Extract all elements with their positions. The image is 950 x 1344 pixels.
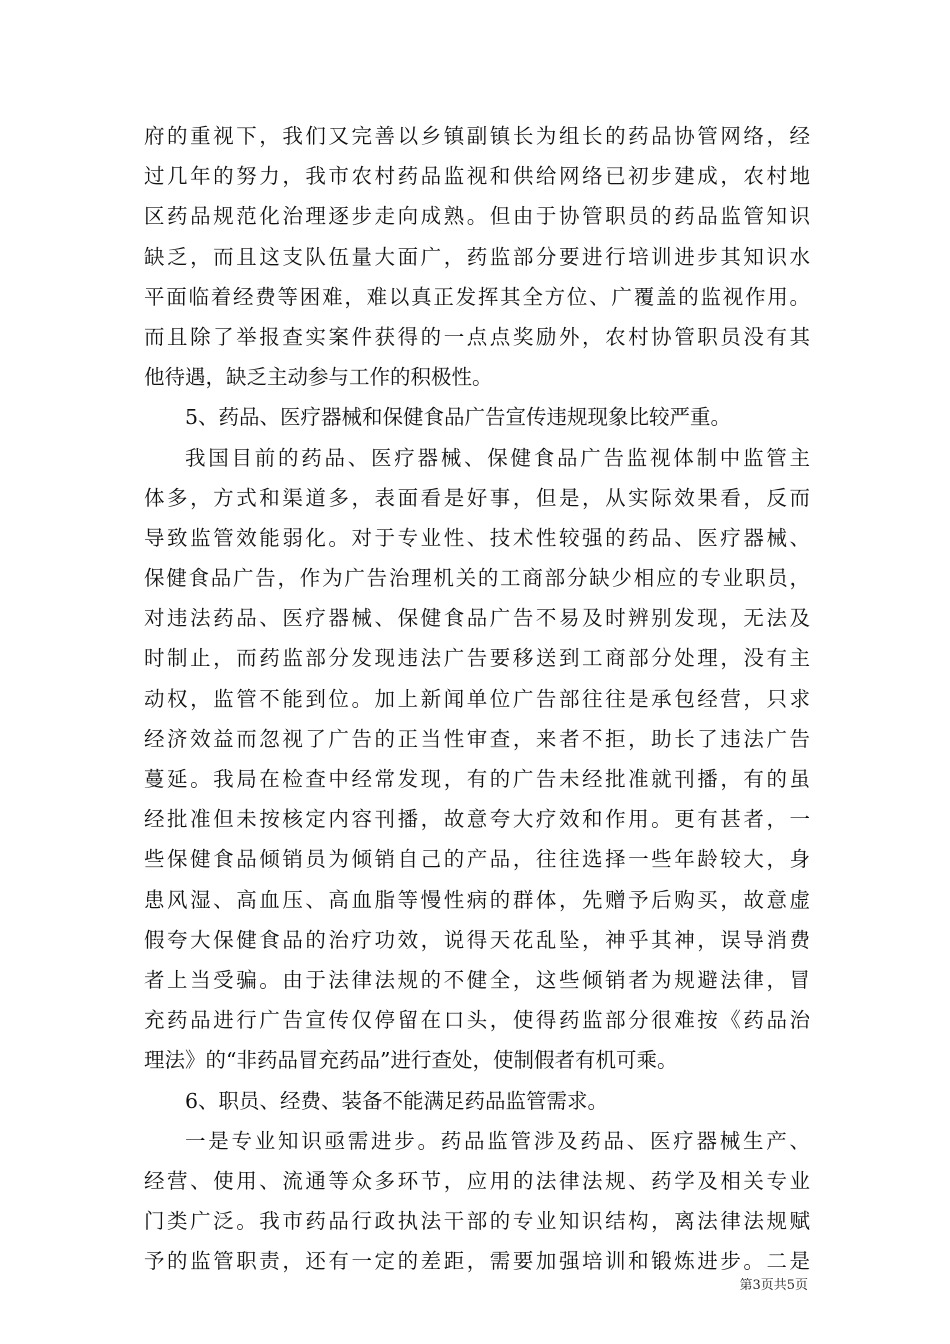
text-line: 他待遇，缺乏主动参与工作的积极性。: [144, 365, 493, 390]
text-line: 者上当受骗。由于法律法规的不健全，这些倾销者为规避法律，冒: [144, 967, 810, 992]
text-line: 而且除了举报查实案件获得的一点点奖励外，农村协管职员没有其: [144, 324, 810, 349]
text-line: 予的监管职责，还有一定的差距，需要加强培训和锻炼进步。二是: [144, 1249, 810, 1274]
text-line: 患风湿、高血压、高血脂等慢性病的群体，先赠予后购买，故意虚: [144, 887, 810, 912]
text-line: 充药品进行广告宣传仅停留在口头，使得药监部分很难按《药品治: [144, 1008, 810, 1033]
text-line: 体多，方式和渠道多，表面看是好事，但是，从实际效果看，反而: [144, 485, 810, 510]
text-line: 区药品规范化治理逐步走向成熟。但由于协管职员的药品监管知识: [144, 204, 810, 229]
text-line: 时制止，而药监部分发现违法广告要移送到工商部分处理，没有主: [144, 646, 810, 671]
section-heading: 6、职员、经费、装备不能满足药品监管需求。: [185, 1088, 609, 1113]
text-line: 经营、使用、流通等众多环节，应用的法律法规、药学及相关专业: [144, 1168, 810, 1193]
text-line: 门类广泛。我市药品行政执法干部的专业知识结构，离法律法规赋: [144, 1209, 810, 1234]
paragraph-first-line: 我国目前的药品、医疗器械、保健食品广告监视体制中监管主: [185, 445, 810, 470]
text-line: 理法》的“非药品冒充药品”进行查处，使制假者有机可乘。: [144, 1048, 678, 1073]
text-line: 对违法药品、医疗器械、保健食品广告不易及时辨别发现，无法及: [144, 606, 810, 631]
text-line: 经济效益而忽视了广告的正当性审查，来者不拒，助长了违法广告: [144, 726, 810, 751]
text-line: 缺乏，而且这支队伍量大面广，药监部分要进行培训进步其知识水: [144, 244, 810, 269]
text-line: 经批准但未按核定内容刊播，故意夸大疗效和作用。更有甚者，一: [144, 807, 810, 832]
text-line: 府的重视下，我们又完善以乡镇副镇长为组长的药品协管网络，经: [144, 124, 810, 148]
text-line: 导致监管效能弱化。对于专业性、技术性较强的药品、医疗器械、: [144, 525, 810, 550]
text-line: 平面临着经费等困难，难以真正发挥其全方位、广覆盖的监视作用。: [144, 284, 810, 309]
text-line: 些保健食品倾销员为倾销自己的产品，往往选择一些年龄较大，身: [144, 847, 810, 872]
text-line: 动权，监管不能到位。加上新闻单位广告部往往是承包经营，只求: [144, 686, 810, 711]
page-indicator: 第3页共5页: [739, 1278, 808, 1293]
document-body: [144, 116, 810, 1281]
section-heading: 5、药品、医疗器械和保健食品广告宣传违规现象比较严重。: [185, 405, 732, 430]
text-line: 过几年的努力，我市农村药品监视和供给网络已初步建成，农村地: [144, 164, 810, 189]
paragraph-first-line: 一是专业知识亟需进步。药品监管涉及药品、医疗器械生产、: [185, 1128, 810, 1153]
text-line: 蔓延。我局在检查中经常发现，有的广告未经批准就刊播，有的虽: [144, 767, 810, 791]
text-line: 保健食品广告，作为广告治理机关的工商部分缺少相应的专业职员，: [144, 566, 810, 591]
text-line: 假夸大保健食品的治疗功效，说得天花乱坠，神乎其神，误导消费: [144, 927, 810, 952]
